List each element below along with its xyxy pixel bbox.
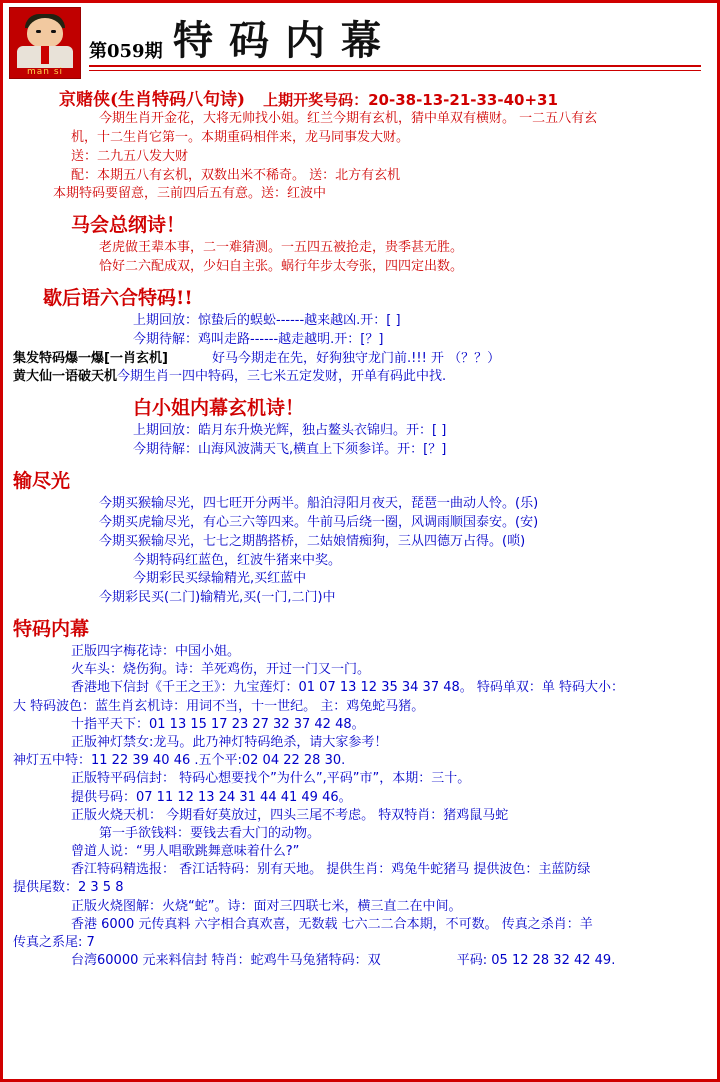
neimu-line-15: 正版火烧图解：火烧“蛇”。诗：面对三四联七米，横三直二在中间。 — [71, 898, 462, 914]
baixiaojie-now-text: 山海风波满天飞,横直上下须参详。开：[？] — [198, 442, 447, 458]
topline-right: 上期开奖号码：20-38-13-21-33-40+31 — [263, 91, 558, 109]
neimu-line-18-text: 台湾60000 元来料信封 特肖：蛇鸡牛马兔猪特码：双 — [71, 953, 381, 969]
neimu-line-7: 神灯五中特：11 22 39 40 46 .五个平:02 04 22 28 30. — [13, 753, 346, 769]
logo-tie — [41, 46, 49, 64]
xiehouyu-row-huangdaxian — [13, 368, 707, 387]
xiehouyu-now-text: 鸡叫走路------越走越明.开：[？] — [198, 331, 384, 347]
section-title-mahui: 马会总纲诗！ — [71, 214, 186, 237]
neimu-line-13: 香江特码精选报： 香江话特码：别有天地。 提供生肖：鸡兔牛蛇猪马 提供波色：主蓝防绿 — [71, 862, 591, 878]
section-mahui — [13, 210, 707, 277]
huangdaxian-label: 黄大仙一语破天机 — [13, 369, 118, 385]
topline-left: 京赌侠(生肖特码八句诗) — [59, 90, 246, 110]
shujinguang-line-6: 今期彩民买(二门)输精光,买(一门,二门)中 — [99, 590, 336, 606]
mahui-line-2: 恰好二六配成双，少妇自主张。蜗行年步太夸张，四四定出数。 — [99, 259, 464, 275]
section-title-xiehouyu: 歇后语六合特码!! — [43, 286, 193, 309]
logo-eye-right — [51, 30, 56, 33]
poem1-line-2: 机，十二生肖它第一。本期重码相伴来，龙马同事发大财。 — [71, 129, 410, 145]
poem1-line-3: 送：二九五八发大财 — [71, 148, 189, 164]
neimu-line-14: 提供尾数：2 3 5 8 — [13, 880, 124, 896]
section-title-shujinguang: 输尽光 — [13, 469, 71, 492]
xiehouyu-prev-label: 上期回放： — [133, 312, 199, 328]
baixiaojie-now — [13, 441, 707, 460]
section-title-baixiaojie: 白小姐内幕玄机诗！ — [133, 397, 305, 420]
neimu-line-8: 正版特平码信封： 特码心想要找个”为什么”,平码”市”，本期：三十。 — [71, 771, 471, 787]
neimu-line-5: 十指平天下：01 13 15 17 23 27 32 37 42 48。 — [71, 716, 365, 732]
xiehouyu-prev — [13, 312, 707, 331]
neimu-footer-right: 平码: 05 12 28 32 42 49. — [456, 953, 616, 969]
section-temaneimu — [13, 614, 707, 970]
baixiaojie-prev-label: 上期回放： — [133, 423, 199, 439]
xiehouyu-now-label: 今期待解： — [133, 331, 199, 347]
topline-row — [13, 85, 707, 110]
section-title-temaneimu: 特码内幕 — [13, 618, 90, 641]
shujinguang-line-2: 今期买虎输尽光，有心三六等四来。牛前马后绕一圈，风调雨顺国泰安。(安) — [99, 514, 539, 530]
neimu-line-12: 曾道人说：“男人唱歌跳舞意味着什么?” — [71, 844, 300, 860]
poem1-line-1: 今期生肖开金花，大将无帅找小姐。红兰今期有玄机，猜中单双有横财。 一二五八有玄 — [99, 111, 598, 126]
shujinguang-line-5: 今期彩民买绿输精光,买红蓝中 — [133, 571, 307, 587]
baixiaojie-now-label: 今期待解： — [133, 442, 199, 458]
page-header — [3, 3, 717, 81]
neimu-line-18 — [13, 952, 707, 970]
title-divider — [89, 65, 701, 67]
huangdaxian-text: 今期生肖一四中特码，三七米五定发财，开单有码此中找. — [117, 369, 447, 385]
neimu-line-2: 火车头：烧伤狗。诗：羊死鸡伤，开过一门又一门。 — [71, 662, 371, 678]
baixiaojie-prev — [13, 422, 707, 441]
shujinguang-line-1: 今期买猴输尽光，四七旺开分两半。船泊浔阳月夜天，琵琶一曲动人怜。(乐) — [99, 495, 539, 511]
section-xiehouyu — [13, 283, 707, 387]
xiehouyu-now — [13, 331, 707, 350]
neimu-line-9: 提供号码：07 11 12 13 24 31 44 41 49 46。 — [71, 789, 352, 805]
jifa-label: 集发特码爆一爆[一肖玄机] — [13, 350, 168, 366]
neimu-line-17: 传真之系尾: 7 — [13, 935, 95, 951]
poem1-line-5: 本期特码要留意，三前四后五有意。送：红波中 — [53, 186, 327, 202]
section-shujinguang — [13, 466, 707, 608]
page-title: 特码内幕 — [173, 17, 397, 64]
section-baixiaojie — [13, 393, 707, 460]
neimu-line-10: 正版火烧天机： 今期看好莫放过，四头三尾不考虑。 特双特肖：猪鸡鼠马蛇 — [71, 807, 509, 823]
shujinguang-line-3: 今期买猴输尽光，七七之期鹊搭桥，二姑娘情痴狗，三从四德万占得。(唢) — [99, 533, 526, 549]
shujinguang-line-4: 今期特码红蓝色，红波牛猪来中奖。 — [133, 552, 342, 568]
baixiaojie-prev-text: 皓月东升焕光辉，独占鳌头衣锦归。开：[ ] — [198, 423, 447, 439]
neimu-line-3: 香港地下信封《千王之王》：九宝莲灯：01 07 13 12 35 34 37 48。 特码单双：单 特码大小： — [71, 680, 625, 696]
neimu-line-11: 第一手欲钱料：要钱去看大门的动物。 — [99, 825, 321, 841]
jifa-text: 好马今期走在先，好狗独守龙门前.!!! 开 （？？） — [212, 350, 501, 366]
neimu-line-16: 香港 6000 元传真料 六字相合真欢喜，无数载 七六二二合本期，不可数。 传真之杀肖：羊 — [71, 916, 593, 932]
neimu-line-4: 大 特码波色：蓝生肖玄机诗：用词不当，十一世纪。 主：鸡兔蛇马猪。 — [13, 698, 425, 714]
site-logo — [9, 7, 81, 79]
neimu-line-1: 正版四字梅花诗：中国小姐。 — [71, 644, 241, 660]
xiehouyu-row-jifa — [13, 350, 707, 369]
xiehouyu-prev-text: 惊蛰后的蜈蚣------越来越凶.开：[ ] — [198, 312, 401, 328]
neimu-line-6: 正版神灯禁女:龙马。此乃神灯特码绝杀，请大家参考！ — [71, 734, 388, 750]
issue-number: 第059期 — [89, 41, 163, 62]
logo-eye-left — [36, 30, 41, 33]
document-body — [3, 81, 717, 970]
logo-face — [27, 18, 63, 48]
mahui-line-1: 老虎做王辈本事，二一难猜测。一五四五被抢走，贵季甚无胜。 — [99, 240, 464, 256]
logo-brand-text: man si — [26, 67, 64, 77]
poem1-line-4: 配：本期五八有玄机，双数出米不稀奇。 送：北方有玄机 — [71, 167, 401, 183]
poem-block-1 — [13, 110, 707, 204]
